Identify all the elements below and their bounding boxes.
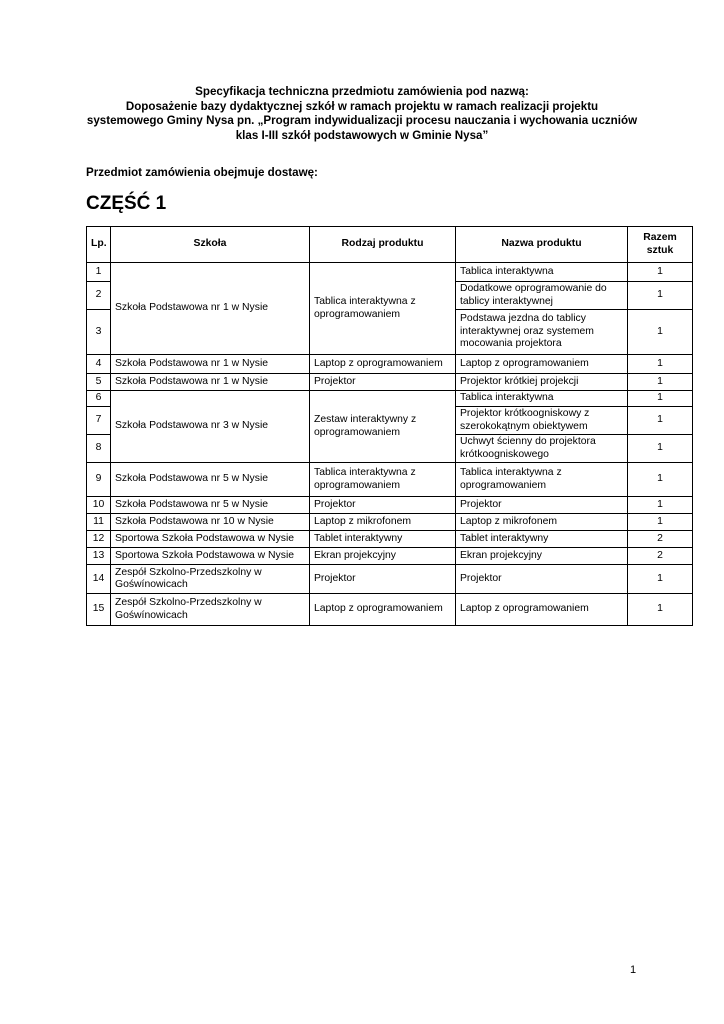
table-row	[87, 531, 693, 548]
cell-quantity: 2	[628, 548, 693, 565]
cell-quantity: 1	[628, 407, 693, 435]
heading-line: Specyfikacja techniczna przedmiotu zamówienia pod nazwą:	[195, 85, 529, 98]
cell-quantity: 1	[628, 497, 693, 514]
cell-product-name: Laptop z oprogramowaniem	[456, 594, 628, 626]
cell-lp: 7	[87, 407, 111, 435]
cell-product-type: Tablica interaktywna z oprogramowaniem	[310, 263, 456, 355]
cell-product-name: Projektor krótkoogniskowy z szerokokątnym obiektywem	[456, 407, 628, 435]
cell-product-type: Laptop z oprogramowaniem	[310, 355, 456, 374]
cell-lp: 8	[87, 435, 111, 463]
cell-school: Szkoła Podstawowa nr 3 w Nysie	[111, 391, 310, 463]
cell-product-name: Tablica interaktywna z oprogramowaniem	[456, 463, 628, 497]
cell-product-name: Podstawa jezdna do tablicy interaktywnej oraz systemem mocowania projektora	[456, 310, 628, 355]
table-row	[87, 355, 693, 374]
table-body	[87, 263, 693, 626]
heading-line: Doposażenie bazy dydaktycznej szkół w ramach projektu w ramach realizacji projektu	[125, 99, 599, 113]
cell-quantity: 1	[628, 374, 693, 391]
cell-lp: 1	[87, 263, 111, 282]
cell-lp: 13	[87, 548, 111, 565]
cell-lp: 3	[87, 310, 111, 355]
cell-product-name: Laptop z oprogramowaniem	[456, 355, 628, 374]
cell-school: Sportowa Szkoła Podstawowa w Nysie	[111, 531, 310, 548]
cell-quantity: 1	[628, 514, 693, 531]
cell-product-type: Zestaw interaktywny z oprogramowaniem	[310, 391, 456, 463]
intro-text: Przedmiot zamówienia obejmuje dostawę:	[86, 166, 318, 179]
header-product-name: Nazwa produktu	[456, 227, 628, 263]
header-lp: Lp.	[87, 227, 111, 263]
cell-lp: 9	[87, 463, 111, 497]
cell-product-name: Uchwyt ścienny do projektora krótkoogniskowego	[456, 435, 628, 463]
table-row	[87, 594, 693, 626]
cell-product-name: Projektor	[456, 565, 628, 594]
cell-quantity: 1	[628, 355, 693, 374]
page-number: 1	[630, 964, 637, 976]
cell-product-name: Tablica interaktywna	[456, 391, 628, 407]
cell-school: Zespół Szkolno-Przedszkolny w Gośwínowicach	[111, 565, 310, 594]
cell-product-name: Tablica interaktywna	[456, 263, 628, 282]
cell-quantity: 1	[628, 565, 693, 594]
header-product-type: Rodzaj produktu	[310, 227, 456, 263]
table-row	[87, 514, 693, 531]
table-row	[87, 463, 693, 497]
cell-product-type: Projektor	[310, 374, 456, 391]
cell-quantity: 1	[628, 263, 693, 282]
cell-quantity: 1	[628, 282, 693, 310]
cell-lp: 4	[87, 355, 111, 374]
cell-product-name: Laptop z mikrofonem	[456, 514, 628, 531]
header-total: Razem sztuk	[628, 227, 693, 263]
cell-product-type: Projektor	[310, 497, 456, 514]
cell-product-type: Projektor	[310, 565, 456, 594]
cell-product-name: Dodatkowe oprogramowanie do tablicy interaktywnej	[456, 282, 628, 310]
cell-lp: 15	[87, 594, 111, 626]
table-row	[87, 565, 693, 594]
cell-product-name: Projektor	[456, 497, 628, 514]
cell-product-name: Ekran projekcyjny	[456, 548, 628, 565]
heading-line: systemowego Gminy Nysa pn. „Program indywidualizacji procesu nauczania i wychowania uczniów	[86, 114, 638, 127]
cell-school: Szkoła Podstawowa nr 5 w Nysie	[111, 463, 310, 497]
table-header-row	[87, 227, 693, 263]
cell-lp: 12	[87, 531, 111, 548]
cell-school: Sportowa Szkoła Podstawowa w Nysie	[111, 548, 310, 565]
cell-quantity: 1	[628, 594, 693, 626]
cell-quantity: 2	[628, 531, 693, 548]
table-row	[87, 374, 693, 391]
cell-school: Szkoła Podstawowa nr 1 w Nysie	[111, 355, 310, 374]
cell-quantity: 1	[628, 310, 693, 355]
cell-lp: 6	[87, 391, 111, 407]
cell-quantity: 1	[628, 435, 693, 463]
cell-lp: 14	[87, 565, 111, 594]
cell-product-type: Laptop z mikrofonem	[310, 514, 456, 531]
cell-product-type: Tablica interaktywna z oprogramowaniem	[310, 463, 456, 497]
cell-school: Szkoła Podstawowa nr 10 w Nysie	[111, 514, 310, 531]
table-row	[87, 263, 693, 282]
cell-product-name: Tablet interaktywny	[456, 531, 628, 548]
cell-lp: 5	[87, 374, 111, 391]
cell-product-type: Tablet interaktywny	[310, 531, 456, 548]
specification-table	[86, 226, 693, 626]
table-row	[87, 548, 693, 565]
cell-school: Szkoła Podstawowa nr 5 w Nysie	[111, 497, 310, 514]
cell-product-type: Laptop z oprogramowaniem	[310, 594, 456, 626]
cell-lp: 10	[87, 497, 111, 514]
table-row	[87, 391, 693, 407]
cell-school: Zespół Szkolno-Przedszkolny w Gośwínowicach	[111, 594, 310, 626]
cell-lp: 11	[87, 514, 111, 531]
cell-quantity: 1	[628, 463, 693, 497]
cell-product-name: Projektor krótkiej projekcji	[456, 374, 628, 391]
cell-school: Szkoła Podstawowa nr 1 w Nysie	[111, 374, 310, 391]
cell-product-type: Ekran projekcyjny	[310, 548, 456, 565]
table-row	[87, 497, 693, 514]
heading-line: klas I-III szkół podstawowych w Gminie Nysa”	[235, 128, 489, 142]
part-title: CZĘŚĆ 1	[86, 193, 167, 214]
document-heading	[60, 85, 664, 143]
cell-quantity: 1	[628, 391, 693, 407]
cell-school: Szkoła Podstawowa nr 1 w Nysie	[111, 263, 310, 355]
cell-lp: 2	[87, 282, 111, 310]
header-school: Szkoła	[111, 227, 310, 263]
